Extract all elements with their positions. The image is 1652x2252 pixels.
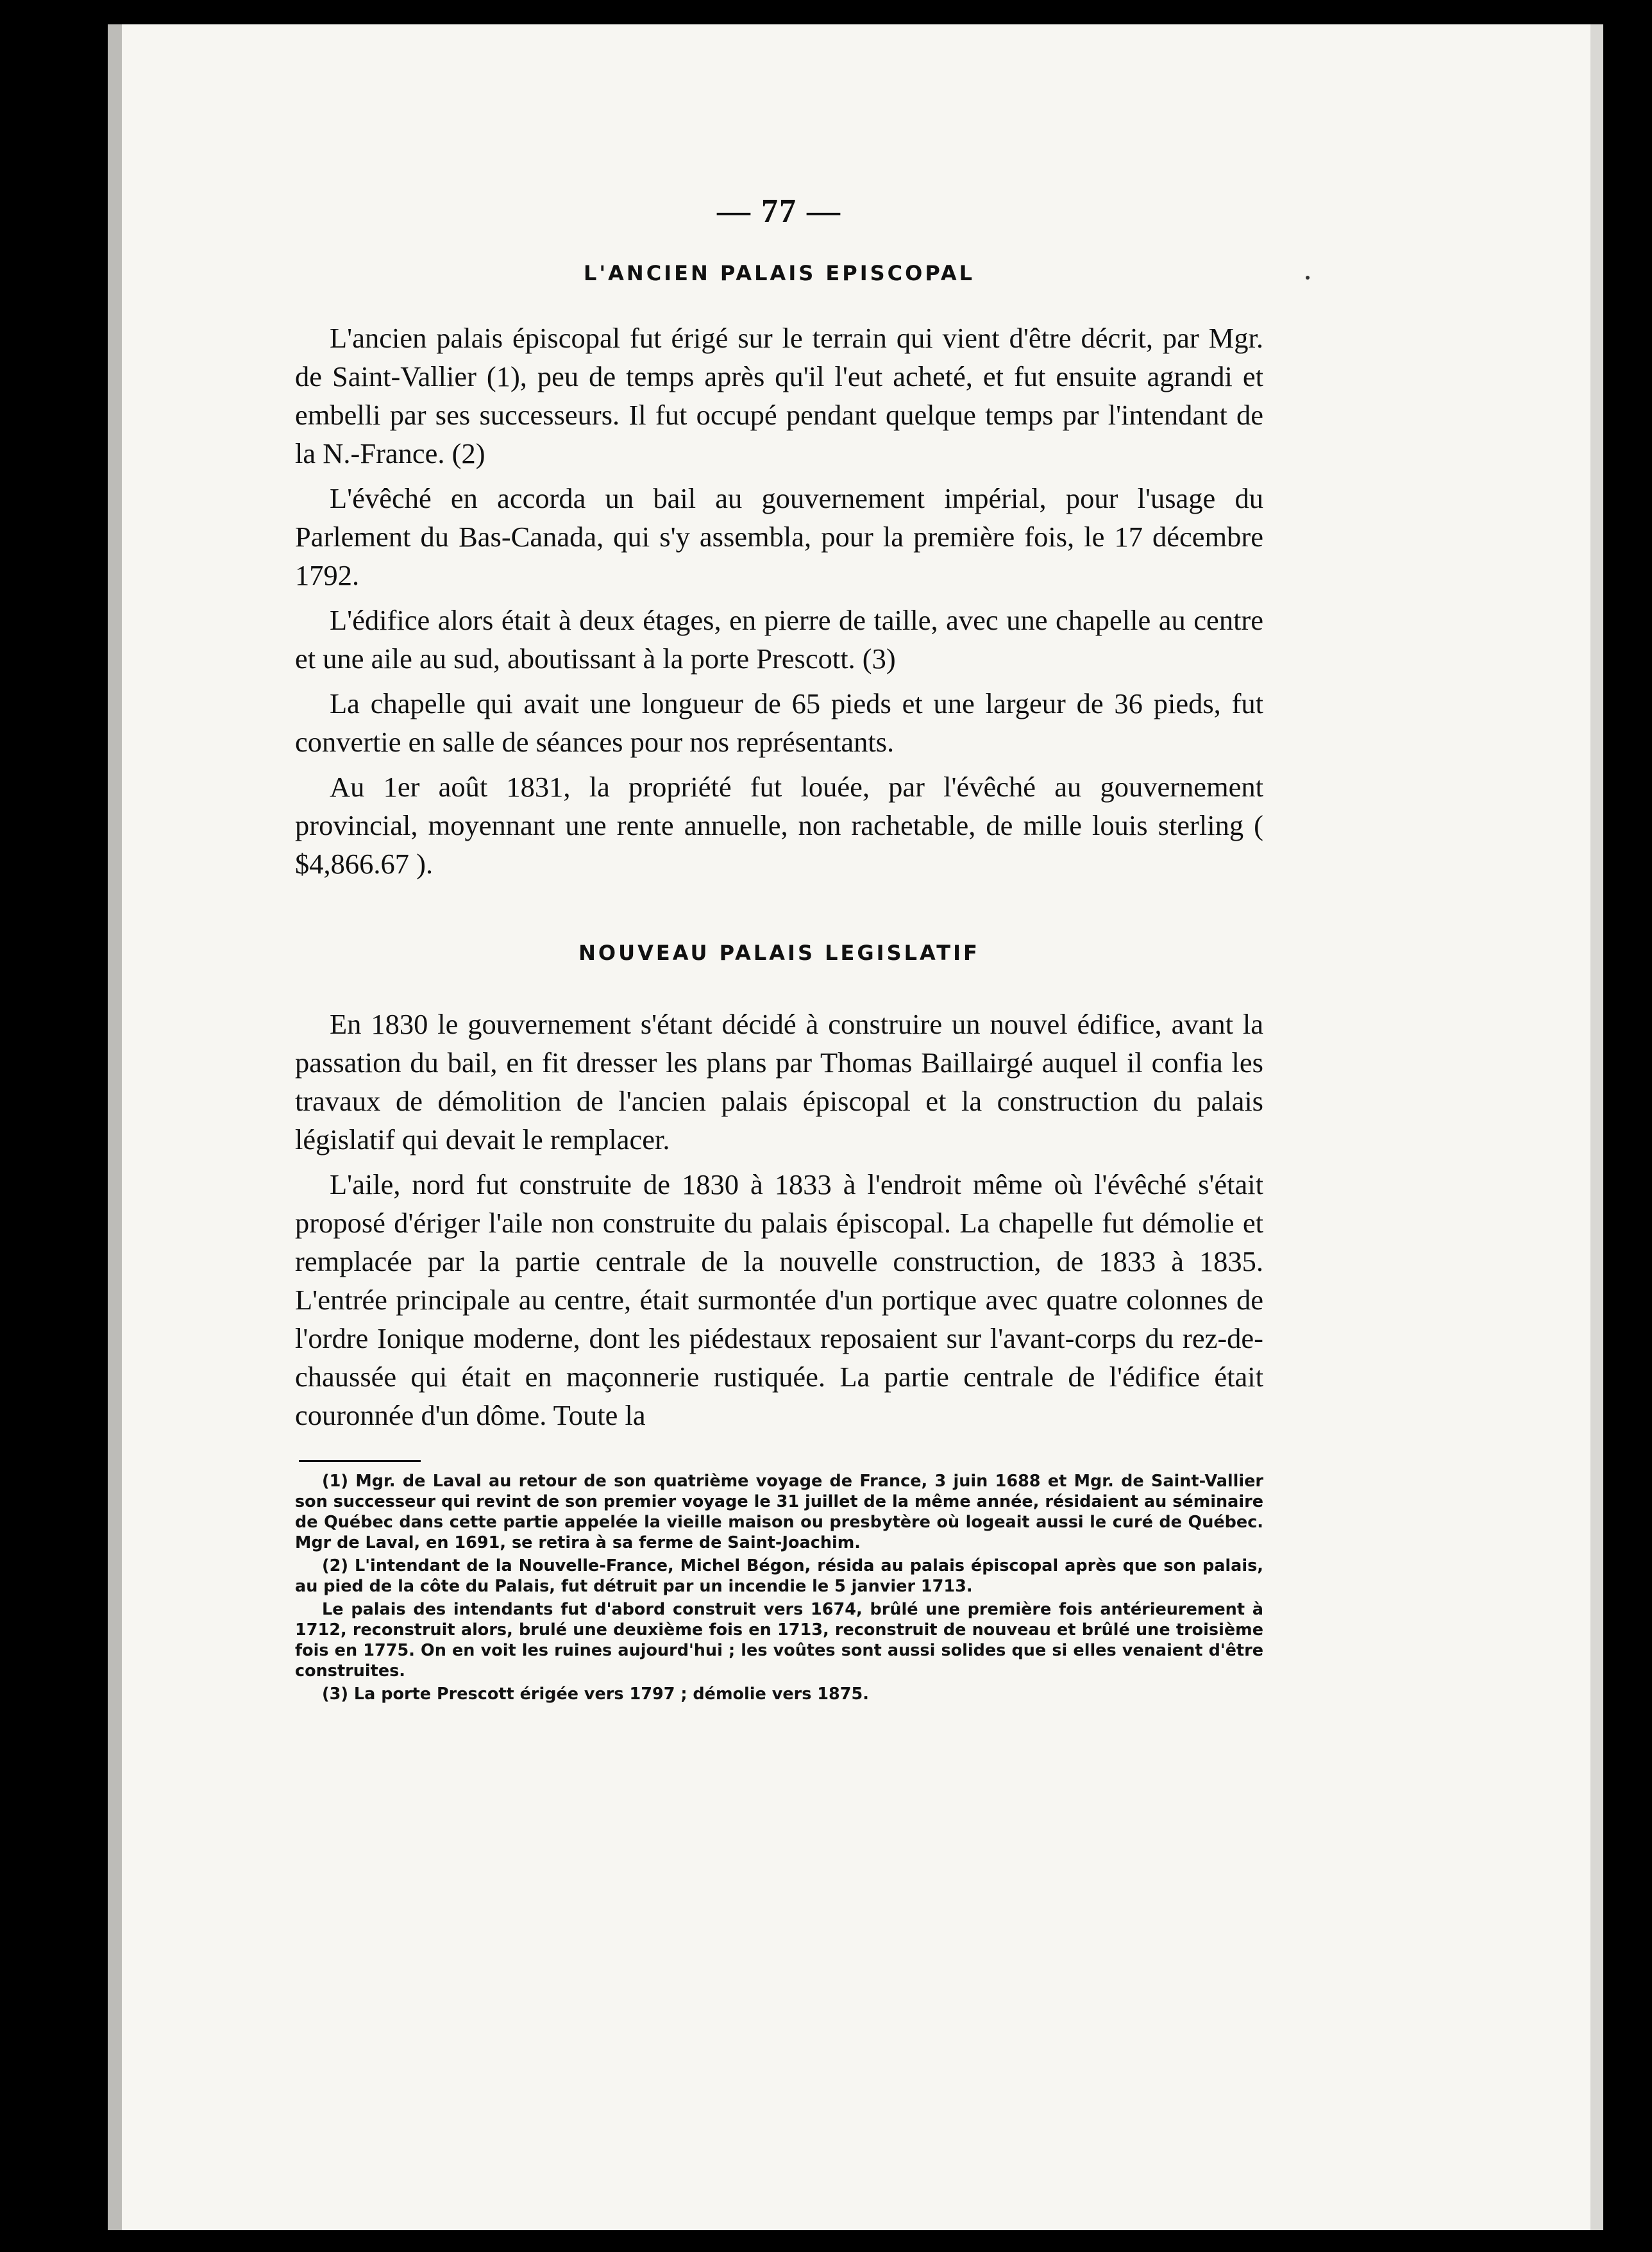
paragraph: En 1830 le gouvernement s'étant décidé à construire un nouvel édifice, avant la passation du bail, en fit dresser les plans par Thomas Baillairgé auquel il confia les travaux de démolition de l'ancien palais épiscopal et la construction du palais législatif qui devait le remplacer.: [295, 1008, 1263, 1155]
paragraph: L'évêché en accorda un bail au gouvernement impérial, pour l'usage du Parlement du Bas-Canada, qui s'y assembla, pour la première fois, le 17 décembre 1792.: [295, 482, 1263, 591]
paragraph: La chapelle qui avait une longueur de 65 pieds et une largeur de 36 pieds, fut convertie en salle de séances pour nos représentants.: [295, 687, 1263, 758]
scan-speck: [1306, 276, 1310, 280]
page-content: [295, 192, 1263, 1707]
footnote: (3) La porte Prescott érigée vers 1797 ; démolie vers 1875.: [322, 1685, 869, 1704]
page-right-edge: [1590, 24, 1603, 2230]
paragraph: L'édifice alors était à deux étages, en pierre de taille, avec une chapelle au centre et une aile au sud, aboutissant à la porte Prescott. (3): [295, 604, 1263, 675]
section-heading-ancien-palais: L'ANCIEN PALAIS EPISCOPAL: [583, 261, 975, 285]
footnote-rule: [299, 1460, 421, 1462]
footnote: (2) L'intendant de la Nouvelle-France, Michel Bégon, résida au palais épiscopal après que son palais, au pied de la côte du Palais, fut détruit par un incendie le 5 janvier 1713.: [295, 1556, 1263, 1596]
paragraph: Au 1er août 1831, la propriété fut louée, par l'évêché au gouvernement provincial, moyennant une rente annuelle, non rachetable, de mille louis sterling ( $4,866.67 ).: [295, 771, 1263, 880]
paragraph: L'aile, nord fut construite de 1830 à 1833 à l'endroit même où l'évêché s'était proposé d'ériger l'aile non construite du palais épiscopal. La chapelle fut démolie et remplacée par la partie centrale de la nouvelle construction, de 1833 à 1835. L'entrée principale au centre, était surmontée d'un portique avec quatre colonnes de l'ordre Ionique moderne, dont les piédestaux reposaient sur l'avant-corps du rez-de-chaussée qui était en maçonnerie rustiquée. La partie centrale de l'édifice était couronnée d'un dôme. Toute la: [295, 1168, 1263, 1431]
footnote: (1) Mgr. de Laval au retour de son quatrième voyage de France, 3 juin 1688 et Mgr. de Saint-Vallier son successeur qui revint de son premier voyage le 31 juillet de la même année, résidaient au séminaire de Québec dans cette partie appelée la vieille maison ou presbytère où logeait aussi le curé de Québec. Mgr de Laval, en 1691, se retira à sa ferme de Saint-Joachim.: [295, 1472, 1263, 1552]
page-spine-shadow: [108, 24, 122, 2230]
footnote: Le palais des intendants fut d'abord construit vers 1674, brûlé une première fois antérieurement à 1712, reconstruit alors, brulé une deuxième fois en 1713, reconstruit de nouveau et brûlé une troisième fois en 1775. On en voit les ruines aujourd'hui ; les voûtes sont aussi solides que si elles venaient d'être construites.: [295, 1600, 1263, 1681]
paragraph: L'ancien palais épiscopal fut érigé sur le terrain qui vient d'être décrit, par Mgr. de Saint-Vallier (1), peu de temps après qu'il l'eut acheté, et fut ensuite agrandi et embelli par ses successeurs. Il fut occupé pendant quelque temps par l'intendant de la N.-France. (2): [295, 322, 1263, 469]
page-number: — 77 —: [717, 193, 841, 230]
section-heading-nouveau-palais: NOUVEAU PALAIS LEGISLATIF: [578, 941, 980, 965]
